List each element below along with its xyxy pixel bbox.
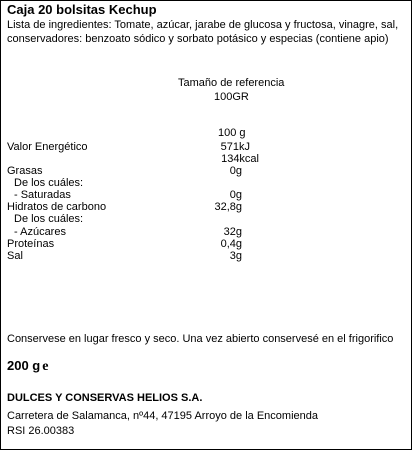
- energy-kcal-value: 134kcal: [221, 153, 259, 165]
- storage-text: Conservese en lugar fresco y seco. Una vez abierto conservesé en el frigorifico: [7, 333, 394, 345]
- fat-of-which-label: De los cuáles:: [14, 177, 84, 189]
- estimated-sign-icon: e: [42, 359, 49, 374]
- ingredients-text: Lista de ingredientes: Tomate, azúcar, jarabe de glucosa y fructosa, vinagre, sal, conservadores: benzoato sódico y sorbato potásico y especias (contiene apio): [7, 19, 399, 45]
- company-rsi: RSI 26.00383: [7, 425, 75, 437]
- reference-label: Tamaño de referencia: [178, 77, 285, 89]
- net-weight-value: 200 g: [7, 358, 41, 373]
- saturated-value: 0g: [229, 189, 242, 201]
- fat-label: Grasas: [7, 165, 43, 177]
- energy-label: Valor Energético: [7, 141, 88, 153]
- product-title: Caja 20 bolsitas Kechup: [7, 2, 157, 17]
- saturated-label: - Saturadas: [14, 189, 71, 201]
- serving-header: 100 g: [218, 127, 246, 139]
- protein-value: 0,4g: [220, 238, 242, 250]
- salt-label: Sal: [7, 250, 23, 262]
- company-name: DULCES Y CONSERVAS HELIOS S.A.: [7, 392, 203, 404]
- reference-value: 100GR: [214, 91, 249, 103]
- salt-value: 3g: [229, 250, 242, 262]
- company-address: Carretera de Salamanca, nº44, 47195 Arroyo de la Encomienda: [7, 410, 318, 422]
- fat-value: 0g: [229, 165, 242, 177]
- net-weight: [7, 358, 48, 375]
- energy-kj-value: 571kJ: [220, 141, 250, 153]
- carbs-value: 32,8g: [214, 201, 242, 213]
- sugars-label: - Azúcares: [14, 226, 66, 238]
- carbs-of-which-label: De los cuáles:: [14, 213, 84, 225]
- sugars-value: 32g: [223, 226, 242, 238]
- carbs-label: Hidratos de carbono: [7, 201, 107, 213]
- protein-label: Proteínas: [7, 238, 55, 250]
